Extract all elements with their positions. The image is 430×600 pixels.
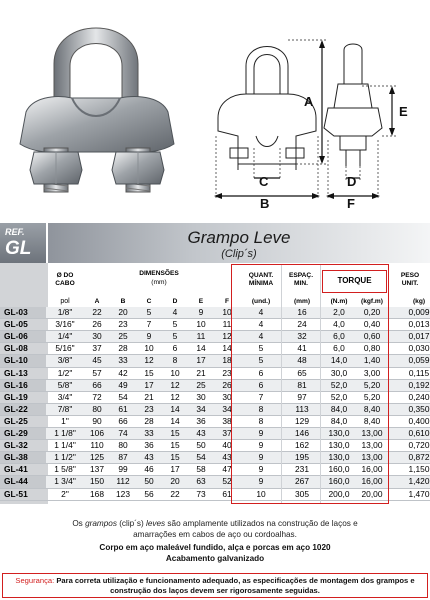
unit-cell: (kg) <box>412 298 426 305</box>
dim-label-a: A <box>304 94 314 109</box>
value-cell: 13,00 <box>356 452 388 464</box>
value-cell: 0,610 <box>388 428 430 440</box>
table-row <box>0 403 430 415</box>
value-cell: 16,00 <box>356 476 388 488</box>
value-cell: 7 <box>146 319 152 330</box>
dim-label-e: E <box>399 104 408 119</box>
value-cell: 20,00 <box>361 488 383 499</box>
value-cell: 3,00 <box>363 367 381 378</box>
value-cell: 52,0 <box>322 379 356 391</box>
value-cell: 54 <box>188 452 214 464</box>
value-cell: 9 <box>188 307 214 319</box>
value-cell: 5 <box>258 343 264 354</box>
value-cell: 106 <box>84 428 110 440</box>
value-cell: 8,40 <box>356 403 388 415</box>
value-cell: 0,80 <box>363 343 381 354</box>
ref-cell: GL-44 <box>0 476 46 488</box>
value-cell: 49 <box>110 379 136 391</box>
value-cell: 11 <box>188 331 214 343</box>
value-cell: 10 <box>214 307 240 319</box>
value-cell: 15 <box>162 452 188 464</box>
value-cell: 45 <box>84 355 110 367</box>
value-cell: 160,0 <box>328 464 350 475</box>
value-cell: 43 <box>214 452 240 464</box>
value-cell: 4 <box>258 319 264 330</box>
header-torque: TORQUE <box>337 276 372 285</box>
ref-cell: GL-32 <box>0 440 46 452</box>
value-cell: 5 <box>240 355 282 367</box>
value-cell: 0,720 <box>408 440 430 451</box>
value-cell: 15 <box>170 440 180 451</box>
table-row <box>0 391 430 403</box>
value-cell: 25 <box>110 331 136 343</box>
table-row <box>0 440 430 452</box>
value-cell: 6 <box>240 379 282 391</box>
warning-line-2: construção dos laços devem ser rigorosamente seguidas. <box>110 586 320 595</box>
divider <box>281 264 282 504</box>
value-cell: 34 <box>188 403 214 415</box>
value-cell: 87 <box>110 452 136 464</box>
value-cell: 10 <box>170 367 180 378</box>
value-cell: 10 <box>196 319 206 330</box>
value-cell: 72 <box>92 391 102 402</box>
header-min-spacing: ESPAÇ. MIN. <box>288 272 314 287</box>
dim-label-d: D <box>347 174 357 189</box>
value-cell: 4 <box>240 307 282 319</box>
value-cell: 12 <box>162 379 188 391</box>
table-row <box>0 331 430 343</box>
value-cell: 46 <box>144 464 154 475</box>
value-cell: 17 <box>188 355 214 367</box>
value-cell: 14 <box>222 343 232 354</box>
table-row <box>0 415 430 427</box>
header-dimensions: DIMENSÕES <box>139 270 179 277</box>
value-cell: 7 <box>258 391 264 402</box>
value-cell: 24 <box>297 319 307 330</box>
value-cell: 22 <box>84 307 110 319</box>
value-cell: 99 <box>118 464 128 475</box>
value-cell: 21 <box>144 391 154 402</box>
table-row <box>0 343 430 355</box>
value-cell: 30 <box>196 391 206 402</box>
table-row <box>0 307 430 319</box>
ref-cell: GL-38 <box>0 452 46 464</box>
value-cell: 23 <box>118 319 128 330</box>
value-cell: 17 <box>136 379 162 391</box>
value-cell: 43 <box>188 428 214 440</box>
value-cell: 56 <box>144 488 154 499</box>
value-cell: 5 <box>136 307 162 319</box>
ref-cell: GL-10 <box>0 355 46 367</box>
value-cell: 66 <box>84 379 110 391</box>
value-cell: 11 <box>222 319 232 330</box>
dim-label-f: F <box>347 196 355 211</box>
value-cell: 58 <box>196 464 206 475</box>
product-subtitle: (Clip´s) <box>221 248 257 260</box>
value-cell: 0,60 <box>356 331 388 343</box>
value-cell: 0,013 <box>408 319 430 330</box>
table-row <box>0 488 430 500</box>
note-text: são amplamente utilizados na construção de laços e <box>165 519 358 528</box>
value-cell: 110 <box>90 440 104 451</box>
value-cell: 81 <box>282 379 322 391</box>
units-row <box>0 296 430 307</box>
value-cell: 4 <box>162 307 188 319</box>
ref-cell: GL-13 <box>0 367 46 379</box>
unit-cell: (N.m) <box>330 298 348 305</box>
value-cell: 25 <box>188 379 214 391</box>
value-cell: 97 <box>297 391 307 402</box>
value-cell: 18 <box>214 355 240 367</box>
value-cell: 0,009 <box>388 307 430 319</box>
value-cell: 12 <box>136 355 162 367</box>
unit-cell: D <box>172 298 178 305</box>
safety-warning-text <box>7 576 423 596</box>
value-cell: 32 <box>282 331 322 343</box>
value-cell: 9 <box>258 464 264 475</box>
value-cell: 1 1/2" <box>46 452 84 464</box>
value-cell: 57 <box>92 367 102 378</box>
value-cell: 47 <box>222 464 232 475</box>
ref-cell: GL-41 <box>0 464 46 476</box>
value-cell: 0,20 <box>356 307 388 319</box>
wire-rope-clip-photo <box>2 2 190 218</box>
value-cell: 15 <box>144 367 154 378</box>
value-cell: 231 <box>295 464 309 475</box>
ref-cell: GL-19 <box>0 391 46 403</box>
value-cell: 3/4" <box>57 391 73 402</box>
value-cell: 66 <box>118 415 128 426</box>
unit-cell <box>0 296 46 307</box>
value-cell: 162 <box>295 440 309 451</box>
value-cell: 0,40 <box>363 319 381 330</box>
ref-label: REF. <box>5 227 25 237</box>
value-cell: 5/8" <box>46 379 84 391</box>
note-text: Os <box>72 519 86 528</box>
value-cell: 8,40 <box>363 415 381 426</box>
ref-code: GL <box>5 238 32 259</box>
value-cell: 3/16" <box>55 319 75 330</box>
finish-note: Acabamento galvanizado <box>165 554 265 563</box>
value-cell: 1/8" <box>46 307 84 319</box>
ref-cell: GL-08 <box>0 343 46 355</box>
unit-cell: (mm) <box>293 298 311 305</box>
description-line-2: amarrações em cabos de aço ou cordoalhas. <box>133 530 297 539</box>
unit-cell: F <box>224 298 230 305</box>
value-cell: 14 <box>196 343 206 354</box>
value-cell: 30 <box>222 391 232 402</box>
unit-cell: C <box>146 298 152 305</box>
value-cell: 15 <box>162 428 188 440</box>
spec-table <box>0 223 430 504</box>
value-cell: 7/8" <box>46 403 84 415</box>
value-cell: 34 <box>214 403 240 415</box>
ref-cell: GL-25 <box>0 415 46 427</box>
unit-cell: A <box>94 298 100 305</box>
unit-cell: B <box>120 298 126 305</box>
value-cell: 1/4" <box>46 331 84 343</box>
ref-cell: GL-06 <box>0 331 46 343</box>
value-cell: 61 <box>222 488 232 499</box>
note-text: (clip´s) <box>116 519 147 528</box>
value-cell: 33 <box>136 428 162 440</box>
value-cell: 52 <box>214 476 240 488</box>
value-cell: 63 <box>188 476 214 488</box>
value-cell: 6 <box>258 367 264 378</box>
value-cell: 9 <box>240 428 282 440</box>
value-cell: 0,192 <box>388 379 430 391</box>
value-cell: 2,0 <box>322 307 356 319</box>
value-cell: 28 <box>118 343 128 354</box>
value-cell: 26 <box>214 379 240 391</box>
value-cell: 146 <box>282 428 322 440</box>
value-cell: 23 <box>222 367 232 378</box>
value-cell: 28 <box>144 415 154 426</box>
value-cell: 40 <box>222 440 232 451</box>
value-cell: 6,0 <box>322 331 356 343</box>
value-cell: 37 <box>92 343 102 354</box>
description-line-1 <box>0 519 430 529</box>
value-cell: 80 <box>84 403 110 415</box>
note-text: grampos <box>85 519 117 528</box>
value-cell: 137 <box>90 464 104 475</box>
value-cell: 0,115 <box>408 367 430 378</box>
value-cell: 84,0 <box>330 415 348 426</box>
value-cell: 130,0 <box>328 440 350 451</box>
value-cell: 16 <box>282 307 322 319</box>
value-cell: 267 <box>282 476 322 488</box>
unit-cell: (kgf.m) <box>361 298 383 305</box>
value-cell: 1,150 <box>408 464 430 475</box>
value-cell: 160,0 <box>322 476 356 488</box>
value-cell: 14,0 <box>322 355 356 367</box>
table-row <box>0 452 430 464</box>
value-cell: 112 <box>110 476 136 488</box>
value-cell: 12 <box>214 331 240 343</box>
value-cell: 22 <box>170 488 180 499</box>
value-cell: 0,350 <box>388 403 430 415</box>
value-cell: 0,017 <box>388 331 430 343</box>
table-row <box>0 428 430 440</box>
ref-cell: GL-16 <box>0 379 46 391</box>
table-row <box>0 476 430 488</box>
table-row <box>0 464 430 476</box>
value-cell: 5/16" <box>55 343 75 354</box>
value-cell: 8 <box>258 415 264 426</box>
unit-cell: pol <box>60 298 70 305</box>
safety-label: Segurança: <box>15 576 55 585</box>
header-unit-weight: PESO UNIT. <box>400 272 420 287</box>
value-cell: 52,0 <box>330 391 348 402</box>
spec-rows <box>0 296 430 501</box>
value-cell: 10 <box>256 488 266 499</box>
header-dimensions-unit: (mm) <box>151 279 167 286</box>
value-cell: 1,40 <box>356 355 388 367</box>
unit-cell: (und.) <box>251 298 271 305</box>
value-cell: 13,00 <box>356 428 388 440</box>
value-cell: 5,20 <box>356 379 388 391</box>
value-cell: 41 <box>297 343 307 354</box>
value-cell: 54 <box>118 391 128 402</box>
value-cell: 200,0 <box>328 488 350 499</box>
value-cell: 33 <box>110 355 136 367</box>
value-cell: 48 <box>282 355 322 367</box>
value-cell: 150 <box>84 476 110 488</box>
ref-cell: GL-29 <box>0 428 46 440</box>
warning-line-1: Para correta utilização e funcionamento adequado, as especificações de montagem dos grampos e <box>54 576 415 585</box>
ref-cell: GL-03 <box>0 307 46 319</box>
value-cell: 14 <box>162 403 188 415</box>
header-min-quantity: QUANT. MÍNIMA <box>248 272 274 287</box>
value-cell: 3/8" <box>46 355 84 367</box>
value-cell: 0,400 <box>408 415 430 426</box>
value-cell: 38 <box>222 415 232 426</box>
ref-cell: GL-51 <box>0 488 46 500</box>
value-cell: 20 <box>162 476 188 488</box>
value-cell: 5 <box>172 319 178 330</box>
value-cell: 5,20 <box>363 391 381 402</box>
value-cell: 0,872 <box>388 452 430 464</box>
ref-cell: GL-22 <box>0 403 46 415</box>
value-cell: 195 <box>282 452 322 464</box>
value-cell: 1,470 <box>408 488 430 499</box>
value-cell: 130,0 <box>322 452 356 464</box>
value-cell: 6,0 <box>333 343 345 354</box>
value-cell: 8 <box>240 403 282 415</box>
table-row <box>0 367 430 379</box>
unit-cell: E <box>198 298 204 305</box>
value-cell: 5 <box>162 331 188 343</box>
value-cell: 30 <box>84 331 110 343</box>
value-cell: 0,030 <box>408 343 430 354</box>
value-cell: 10 <box>144 343 154 354</box>
value-cell: 20 <box>110 307 136 319</box>
value-cell: 129 <box>295 415 309 426</box>
value-cell: 61 <box>110 403 136 415</box>
value-cell: 8 <box>162 355 188 367</box>
value-cell: 74 <box>110 428 136 440</box>
value-cell: 9 <box>240 476 282 488</box>
value-cell: 2" <box>61 488 69 499</box>
value-cell: 80 <box>118 440 128 451</box>
value-cell: 13,00 <box>361 440 383 451</box>
value-cell: 130,0 <box>322 428 356 440</box>
ref-cell: GL-05 <box>0 319 46 331</box>
header-diameter: Ø DO CABO <box>55 272 75 287</box>
value-cell: 1 3/4" <box>46 476 84 488</box>
ref-header <box>0 223 46 263</box>
value-cell: 1 1/8" <box>46 428 84 440</box>
value-cell: 37 <box>214 428 240 440</box>
value-cell: 73 <box>196 488 206 499</box>
value-cell: 23 <box>136 403 162 415</box>
value-cell: 36 <box>144 440 154 451</box>
value-cell: 168 <box>90 488 104 499</box>
value-cell: 305 <box>295 488 309 499</box>
divider <box>320 264 321 504</box>
value-cell: 65 <box>297 367 307 378</box>
table-row <box>0 355 430 367</box>
value-cell: 26 <box>92 319 102 330</box>
value-cell: 1,420 <box>388 476 430 488</box>
value-cell: 1 5/8" <box>54 464 76 475</box>
value-cell: 9 <box>258 440 264 451</box>
table-row <box>0 319 430 331</box>
value-cell: 42 <box>118 367 128 378</box>
title-band <box>48 223 430 263</box>
value-cell: 4 <box>240 331 282 343</box>
safety-warning-box <box>2 573 428 598</box>
value-cell: 50 <box>196 440 206 451</box>
value-cell: 0,240 <box>408 391 430 402</box>
value-cell: 1 1/4" <box>54 440 76 451</box>
table-row <box>0 379 430 391</box>
value-cell: 43 <box>136 452 162 464</box>
value-cell: 1" <box>61 415 69 426</box>
value-cell: 6 <box>172 343 178 354</box>
value-cell: 9 <box>240 452 282 464</box>
product-title: Grampo Leve <box>187 228 291 247</box>
value-cell: 4,0 <box>333 319 345 330</box>
value-cell: 30,0 <box>330 367 348 378</box>
value-cell: 21 <box>196 367 206 378</box>
dimension-drawing <box>196 36 430 216</box>
value-cell: 17 <box>170 464 180 475</box>
value-cell: 14 <box>170 415 180 426</box>
value-cell: 50 <box>136 476 162 488</box>
value-cell: 16,00 <box>361 464 383 475</box>
value-cell: 125 <box>84 452 110 464</box>
value-cell: 1/2" <box>57 367 73 378</box>
value-cell: 36 <box>196 415 206 426</box>
note-text: leves <box>146 519 166 528</box>
dim-label-b: B <box>260 196 270 211</box>
value-cell: 113 <box>282 403 322 415</box>
value-cell: 123 <box>116 488 130 499</box>
value-cell: 90 <box>92 415 102 426</box>
value-cell: 12 <box>170 391 180 402</box>
value-cell: 84,0 <box>322 403 356 415</box>
value-cell: 9 <box>136 331 162 343</box>
material-note: Corpo em aço maleável fundido, alça e porcas em aço 1020 <box>99 543 331 552</box>
dim-label-c: C <box>259 174 269 189</box>
value-cell: 0,059 <box>388 355 430 367</box>
